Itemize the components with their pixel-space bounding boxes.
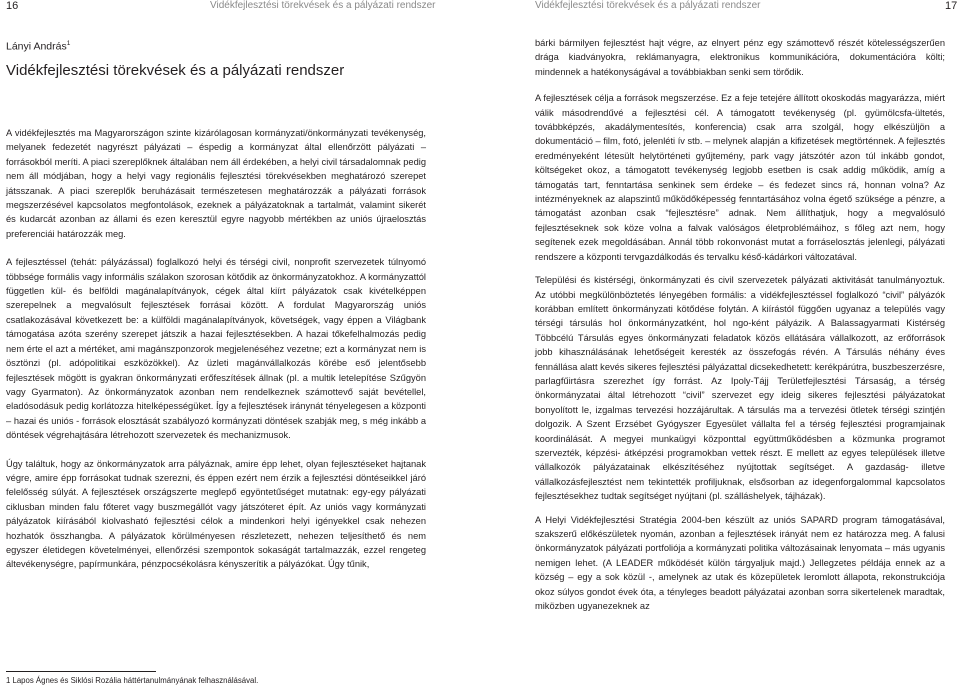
right-running-header: Vidékfejlesztési törekvések és a pályázati rendszer <box>535 0 761 11</box>
paragraph: A vidékfejlesztés ma Magyarországon szinte kizárólagosan kormányzati/önkormányzati tevékenység, melyanek fedezetét nagyrészt pályázati – éspedig a kormányzat által ellenőrzött pályázati – forrásokból meríti. A piaci szereplőknek általában nem áll érdekében, a helyi civil társadalomnak pedig nem áll módjában, hogy a helyi vagy regionális fejlesztési törekvésekben meghatározó szerepet játsszanak. A piaci szereplők beruházásait természetesen meghatározzák a pályázati források megszerzésével kapcsolatos megfontolások, ezeknek a pályázatoknak a tartalmát, valamint sikerét és kudarcát azonban az állami és ezen keresztül egyre nagyobb mértékben az uniós újraelosztás preferenciái határozzák meg. <box>6 128 426 239</box>
left-page-number: 16 <box>6 0 19 12</box>
author-text: Lányi András <box>6 40 67 53</box>
left-text-column <box>6 126 426 581</box>
left-running-header: Vidékfejlesztési törekvések és a pályázati rendszer <box>210 0 436 11</box>
article-title: Vidékfejlesztési törekvések és a pályázati rendszer <box>6 62 345 79</box>
paragraph: bárki bármilyen fejlesztést hajt végre, az elnyert pénz egy számottevő részét kötelességszerűen drága kiadványokra, reklámanyagra, elektronikus kommunikációra, dokumentációra költi; mindennek a hatékonyságával a továbbiakban senki sem törődik. <box>535 38 945 77</box>
right-page <box>480 0 960 687</box>
paragraph: A fejlesztések célja a források megszerzése. Ez a feje tetejére állított okoskodás magyarázza, miért válik másodrendűvé a fejlesztési cél. A támogatott tevékenység (pl. gyümölcsfa-ültetés, továbbképzés, akadálymentesítés, konferencia) csak arra szolgál, hogy elkészüljön a dokumentáció – film, fotó, jelenléti ív stb. – melynek alapján a kifizetések megtörténnek. A fejlesztés eredményeként létesült helytörténeti gyűjtemény, park vagy játszótér azon túl inkább gondot, költségeket okoz, a támogatott tevékenység legjobb esetben is csak addig működik, amíg a támogatás tart, fenntartása senkinek sem érdeke – és fedezet sincs rá, honnan volna? Az intézményeknek az alapszintű működőképesség fenntartásához volna égető szüksége a pénzre, a támogatást azonban csak “fejlesztésre” adnak. Nem állíthatjuk, hogy a megvalósuló fejlesztéseknek sok köze volna a falvak valóságos életproblémáihoz, s főleg azt nem, hogy segítenek ezek megoldásában. Annál több rokonvonást mutat a forráselosztás jelenlegi, pályázati rendszere a központi tervgazdálkodás és tervalku késő-kádárkori változatával. <box>535 93 945 262</box>
paragraph: A fejlesztéssel (tehát: pályázással) foglalkozó helyi és térségi civil, nonprofit szervezetek túlnyomó többsége formális vagy informális szálakon szorosan kötődik az önkormányzatokhoz. A kormányzattól független kül- és belföldi magánalapítványok, cégek által kiírt pályázatok csak kivételképpen szerepelnek a megvalósult fejlesztések forrásai között. A fordulat Magyarország uniós csatlakozásával következett be: a külföldi magánalapítványok, követségek, vagy éppen a Világbank támogatása azóta szerény szerepet játszik a hazai fejlesztésekben. A hazai tőkefelhalmozás pedig nem érte el azt a mértéket, ami magánszponzorok megjelenéséhez vezetne; ezt a kormányzat nem is ösztönzi (pl. adópolitikai eszközökkel). Az üzleti magánvállalkozás körébe eső jelentősebb fejlesztések mögött is gyakran önkormányzati erőfeszítések állnak (pl. a multik letelepítése Szűgyön vagy Gyarmaton). Az önkormányzatok azonban nem rendelkeznek számottevő saját bevétellel, eladósodásuk pedig korlátozza hitelképességüket. Így a fejlesztések iránynát tényelegesen a központi – hazai és uniós - források elosztását szabályozó kormányzati döntések szabják meg, s még inkább a döntések végrehajtására létrehozott szervezetek és mechanizmusok. <box>6 257 426 441</box>
paragraph: Települési és kistérségi, önkormányzati és civil szervezetek pályázati aktivitását tanulmányoztuk. Az utóbbi megkülönböztetés lényegében formális: a vidékfejlesztéssel foglalkozó “civil” pályázók korábban említett önkormányzati kötődése folytán. A kiírástól függően ugyanaz a település vagy térségi társulás hol önkormányzatként, hol ngo-ként pályázik. A Balassagyarmati Kistérség Többcélú Társulás egyes önkormányzati feladatok közös ellátására vállalkozott, az erőforrások jobb kihasználásának lehetőségeit keresték az összefogás révén. A Társulás néhány éves fennállása alatt kevés sikeres fejlesztési pályázattal dicsekedhetett: kerékpárútra, buszbeszerzésre, parlagfűirtásra szerezhet így forrást. Az Ipoly-Tájj Területfejlesztési Társaság, a térség önkormányzatai által létrehozott “civil” szervezet egy ideig sikeres fejlesztési pályázatokat bonyolított le, izgalmas tervezési hozzájárultak. A társulás ma a tervezési ötletek térségi szintjén dolgozik. A Szent Erzsébet Gyógyszer Egyesület vállalta fel a térség fejlesztési programjainak koordinálását. A megyei munkaügyi központtal együttműködésben a közmunka programot szervezték, képzési- átképzési programokban vettek részt. E mellett az egyes települések illetve vállalkozók pályázatainak elkészítéséhez nyújtottak segítséget. A gazdaság- illetve vállalkozásfejlesztést nem tekintették profiljuknak, elsősorban az idegenforgalommal kapcsolatos fejlesztésekhez tudtak segítséget nyújtani (pl. szálláshelyek, tájházak). <box>535 275 945 502</box>
right-text-column <box>535 36 945 622</box>
footnote-rule <box>6 671 156 672</box>
author-name <box>6 40 70 53</box>
footnote: 1 Lapos Ágnes és Siklósi Rozália háttértanulmányának felhasználásával. <box>6 676 259 685</box>
paragraph: A Helyi Vidékfejlesztési Stratégia 2004-ben készült az uniós SAPARD program támogatásával, szakszerű előkészületek nyomán, azonban a fejlesztések irányát nem ez határozza meg. A falusi önkormányzatok pályázati portfoliója a kormányzati politika változásainak lenyomata – más ugyanis nemigen lehet. (A LEADER működését külön tárgyaljuk majd.) Jellegzetes példája ennek az a község – egy a sok közül -, amelynek az utak és közepületek leromlott állapota, rekonstrukciója okoz súlyos gondot évek óta, a tényleges beadott pályázatai azonban sorra sikertelenek maradtak, miközben ugyanezeknek az <box>535 514 945 612</box>
footnote-marker: 1 <box>66 40 71 47</box>
paragraph: Úgy találtuk, hogy az önkormányzatok arra pályáznak, amire épp lehet, olyan fejlesztéseket hajtanak végre, amire épp forrásokat tudnak szerezni, és éppen ezért nem érzik a fejlesztési döntéseikkel járó felelősség súlyát. A fejlesztések országszerte meglepő egyöntetűséget mutatnak: egy-egy pályázati ciklusban minden falu főteret vagy buszmegállót vagy játszóteret épít. Az uniós vagy kormányzati pályázatok kiírásából kiolvasható fejlesztési célok a mindenkori helyi igényekkel csak nehezen hozhatók összhangba. A pályázatok körülményesen részletezett, nehezen teljesíthető és nem egyszer életidegen követelményei, ellenőrzési szempontok sokaságát tartalmazzák, ezzel rengeteg áltevékenységre, papírmunkára, pénzpocsékolásra kényszerítik a pályázókat. Úgy tűnik, <box>6 458 426 570</box>
right-page-number: 17 <box>945 0 958 12</box>
